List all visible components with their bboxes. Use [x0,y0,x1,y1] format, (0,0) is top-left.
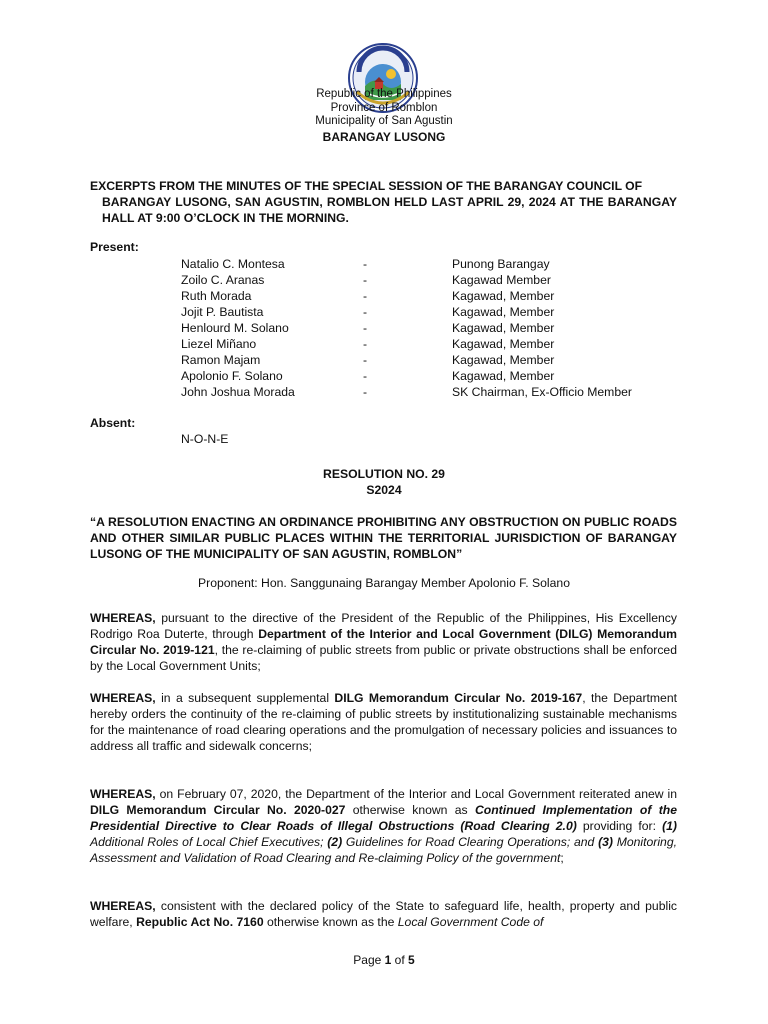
attendance-row [181,368,672,384]
member-name: Zoilo C. Aranas [181,273,265,287]
resolution-title: “A RESOLUTION ENACTING AN ORDINANCE PROHIBITING ANY OBSTRUCTION ON PUBLIC ROADS AND OTHER SIMILAR PUBLIC PLACES WITHIN THE TERRITORIAL JURISDICTION OF BARANGAY LUSONG OF THE MUNICIPALITY OF SAN AGUSTIN, ROMBLON” [90,515,677,561]
letterhead [0,88,768,144]
absent-value: N-O-N-E [181,432,229,446]
attendance-row [181,256,672,272]
member-name: Natalio C. Montesa [181,257,285,271]
whereas-keyword: WHEREAS, [90,899,156,913]
row-dash: - [363,289,368,303]
attendance-row [181,304,672,320]
row-dash: - [363,337,368,351]
whereas-clause-1 [90,610,677,674]
clause-enum-3: (3) [598,835,613,849]
member-position: Kagawad, Member [452,289,555,303]
excerpt-line-rest: BARANGAY LUSONG, SAN AGUSTIN, ROMBLON HELD LAST APRIL 29, 2024 AT THE BARANGAY HALL AT 9:00 O’CLOCK IN THE MORNING. [102,195,677,225]
member-name: Liezel Miñano [181,337,257,351]
header-country: Republic of the Philippines [316,88,452,100]
clause-text: pursuant to the directive of the President of the Republic of the Philippines, His Excellency Rodrigo Roa Duterte, through [90,611,677,641]
resolution-number: RESOLUTION NO. 29 [323,467,445,481]
member-name: Apolonio F. Solano [181,369,283,383]
whereas-keyword: WHEREAS, [90,691,156,705]
member-name: Ramon Majam [181,353,261,367]
clause-enum-1: (1) [662,819,677,833]
whereas-clause-4 [90,898,677,930]
clause-italic-text: Additional Roles of Local Chief Executives; [90,835,328,849]
member-position: Punong Barangay [452,257,550,271]
clause-italic-text: Monitoring, Assessment and Validation of Road Clearing and Re-claiming Policy of the government [90,835,678,865]
clause-text: otherwise known as [345,803,475,817]
attendance-row [181,272,672,288]
page-total: 5 [408,953,415,967]
clause-text: otherwise known as the [263,915,398,929]
present-label: Present: [90,240,139,254]
page-of-word: of [391,953,409,967]
member-position: Kagawad, Member [452,353,555,367]
row-dash: - [363,321,368,335]
member-name: Jojit P. Bautista [181,305,264,319]
member-name: Henlourd M. Solano [181,321,289,335]
member-position: Kagawad, Member [452,305,555,319]
clause-bold-reference: DILG Memorandum Circular No. 2019-167 [334,691,583,705]
row-dash: - [363,385,368,399]
minutes-excerpt-heading [90,178,677,226]
page-current: 1 [384,953,392,967]
attendance-row [181,336,672,352]
row-dash: - [363,257,368,271]
page-number [0,953,768,967]
member-position: SK Chairman, Ex-Officio Member [452,385,632,399]
whereas-keyword: WHEREAS, [90,787,156,801]
clause-bold-reference: DILG Memorandum Circular No. 2020-027 [90,803,346,817]
clause-text: on February 07, 2020, the Department of the Interior and Local Government reiterated anew in [155,787,677,801]
proponent-line: Proponent: Hon. Sanggunaing Barangay Member Apolonio F. Solano [198,576,570,590]
whereas-clause-3 [90,786,677,866]
header-municipality: Municipality of San Agustin [315,115,453,127]
member-name: Ruth Morada [181,289,252,303]
attendance-row [181,384,672,400]
member-position: Kagawad Member [452,273,551,287]
attendance-row [181,320,672,336]
attendance-row [181,288,672,304]
clause-text: providing for: [576,819,663,833]
attendance-table [181,256,672,400]
clause-bold-reference: Republic Act No. 7160 [136,915,264,929]
resolution-number-block [0,466,768,498]
clause-bold-reference: Department of the Interior and Local Government (DILG) Memorandum Circular No. 2019-121 [90,627,677,657]
clause-text: , the re-claiming of public streets from public or private obstructions shall be enforced by the Local Government Units; [90,643,677,673]
absent-label: Absent: [90,416,136,430]
whereas-clause-2 [90,690,677,754]
member-position: Kagawad, Member [452,337,555,351]
clause-enum-2: (2) [327,835,343,849]
member-position: Kagawad, Member [452,321,555,335]
row-dash: - [363,305,368,319]
member-position: Kagawad, Member [452,369,555,383]
member-name: John Joshua Morada [181,385,295,399]
clause-text: ; [560,851,564,865]
clause-italic-text: Guidelines for Road Clearing Operations; and [342,835,599,849]
resolution-series: S2024 [366,483,402,497]
page-word: Page [353,953,385,967]
row-dash: - [363,369,368,383]
row-dash: - [363,353,368,367]
clause-text: consistent with the declared policy of the State to safeguard life, health, property and public welfare, [90,899,677,929]
header-province: Province of Romblon [330,101,438,114]
clause-text: in a subsequent supplemental [155,691,335,705]
attendance-row [181,352,672,368]
whereas-keyword: WHEREAS, [90,611,156,625]
clause-italic-text: Local Government Code of [397,915,544,929]
clause-bold-italic-title: Continued Implementation of the Presidential Directive to Clear Roads of Illegal Obstructions (Road Clearing 2.0) [90,803,677,833]
clause-text: , the Department hereby orders the continuity of the re-claiming of public streets by institutionalizing sustainable mechanisms for the maintenance of road clearing operations and the promulgation of necessary policies and issuances to address all traffic and sidewalk concerns; [90,691,677,753]
header-barangay: BARANGAY LUSONG [322,129,446,144]
row-dash: - [363,273,368,287]
excerpt-line-1: EXCERPTS FROM THE MINUTES OF THE SPECIAL SESSION OF THE BARANGAY COUNCIL OF [90,179,643,193]
